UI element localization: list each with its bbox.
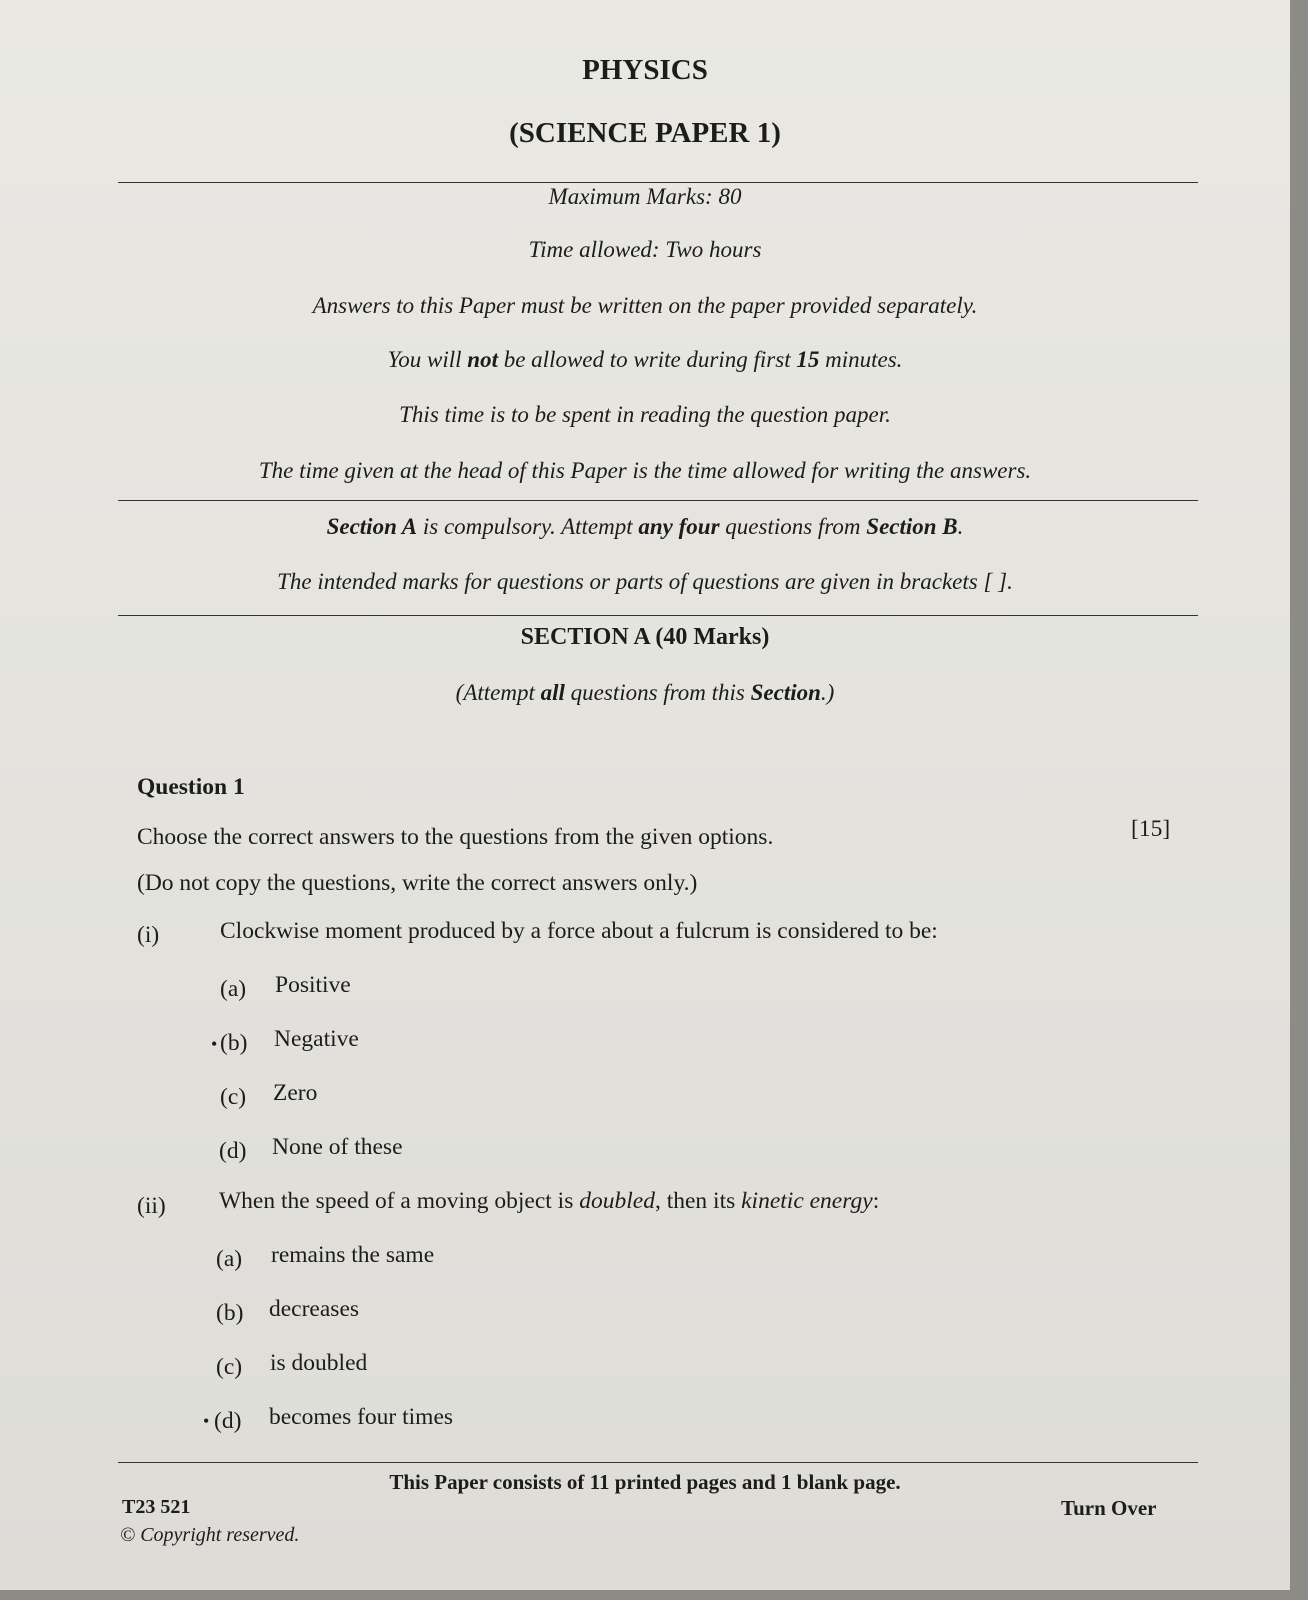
instruction-line: Answers to this Paper must be written on the paper provided separately.	[312, 293, 978, 318]
option-text: decreases	[269, 1296, 360, 1322]
turn-over-label: Turn Over	[1061, 1496, 1157, 1520]
question-note: (Do not copy the questions, write the correct answers only.)	[137, 870, 698, 896]
question-heading: Question 1	[137, 774, 245, 800]
instruction-line: You will not be allowed to write during first 15 minutes.	[387, 347, 903, 372]
section-title: SECTION A (40 Marks)	[520, 624, 770, 650]
divider	[118, 1462, 1198, 1463]
option-label: (d)	[214, 1408, 242, 1434]
section-note: (Attempt all questions from this Section.)	[455, 680, 835, 705]
option-label: (b)	[216, 1300, 244, 1326]
marks-bracket: [15]	[1131, 816, 1171, 842]
option-text: remains the same	[271, 1242, 435, 1268]
copyright-notice: © Copyright reserved.	[120, 1524, 300, 1546]
pencil-mark: •	[211, 1034, 218, 1054]
instruction-line: Section A is compulsory. Attempt any four questions from Section B.	[326, 514, 964, 539]
divider	[118, 500, 1198, 501]
divider	[118, 182, 1198, 183]
instruction-line: The time given at the head of this Paper is the time allowed for writing the answers.	[258, 458, 1032, 483]
divider	[118, 615, 1198, 616]
option-text: Negative	[274, 1026, 359, 1052]
max-marks: Maximum Marks: 80	[548, 184, 742, 209]
instruction-line: This time is to be spent in reading the question paper.	[399, 402, 891, 427]
subquestion-text: When the speed of a moving object is doubled, then its kinetic energy:	[219, 1188, 880, 1214]
subquestion-number: (i)	[137, 922, 160, 948]
pencil-mark: •	[203, 1411, 210, 1431]
option-label: (a)	[220, 976, 247, 1002]
time-allowed: Time allowed: Two hours	[528, 237, 762, 262]
option-label: (a)	[216, 1246, 243, 1272]
option-label: (c)	[216, 1354, 243, 1380]
subquestion-text: Clockwise moment produced by a force about a fulcrum is considered to be:	[220, 918, 938, 944]
question-prompt: Choose the correct answers to the questions from the given options.	[137, 824, 774, 850]
paper-title: (SCIENCE PAPER 1)	[509, 117, 781, 149]
option-text: becomes four times	[269, 1404, 454, 1430]
option-text: is doubled	[270, 1350, 368, 1376]
option-label: (b)	[220, 1030, 248, 1056]
option-text: Zero	[273, 1080, 318, 1106]
subject-title: PHYSICS	[582, 54, 708, 86]
paper-code: T23 521	[122, 1496, 191, 1518]
option-label: (d)	[219, 1138, 247, 1164]
option-text: None of these	[272, 1134, 403, 1160]
instruction-line: The intended marks for questions or parts of questions are given in brackets [ ].	[277, 569, 1013, 594]
subquestion-number: (ii)	[137, 1193, 166, 1219]
option-label: (c)	[220, 1084, 247, 1110]
option-text: Positive	[275, 972, 351, 998]
page-count-note: This Paper consists of 11 printed pages and 1 blank page.	[389, 1470, 901, 1494]
